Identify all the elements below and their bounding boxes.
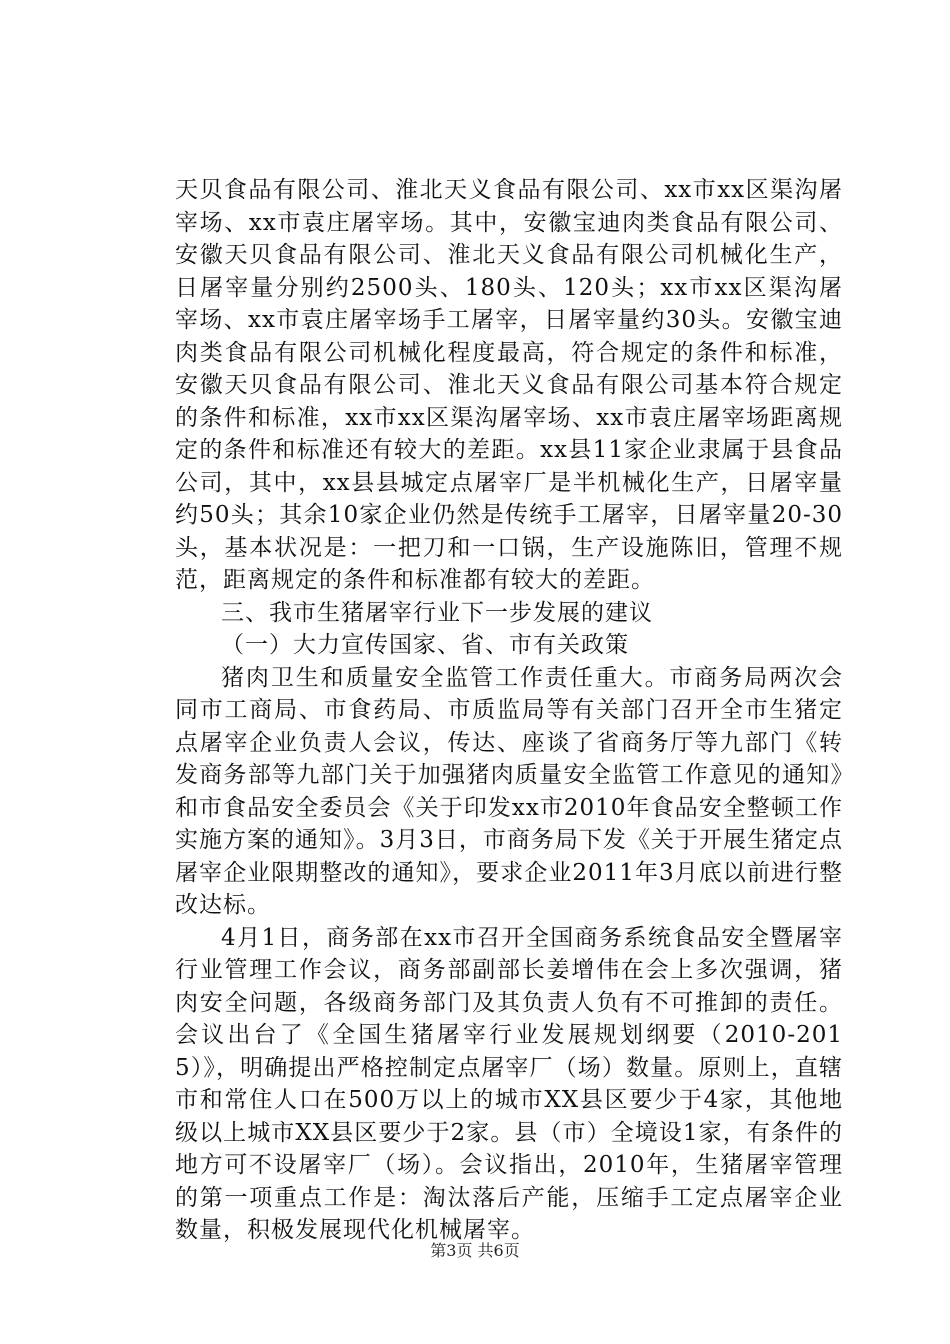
paragraph: 4月1日，商务部在xx市召开全国商务系统食品安全暨屠宰行业管理工作会议，商务部副部长姜增伟在会上多次强调，猪肉安全问题，各级商务部门及其负责人负有不可推卸的责任。会议出台了《全国生猪屠宰行业发展规划纲要（2010-2015）》，明确提出严格控制定点屠宰厂（场）数量。原则上，直辖市和常住人口在500万以上的城市XX县区要少于4家，其他地级以上城市XX县区要少于2家。县（市）全境设1家，有条件的地方可不设屠宰厂（场）。会议指出，2010年，生猪屠宰管理的第一项重点工作是：淘汰落后产能，压缩手工定点屠宰企业数量，积极发展现代化机械屠宰。 — [175, 924, 843, 1243]
page-footer: 第3页 共6页 — [430, 1241, 520, 1260]
section-heading: 三、我市生猪屠宰行业下一步发展的建议 — [221, 599, 653, 626]
document-body — [175, 174, 843, 1247]
paragraph: 猪肉卫生和质量安全监管工作责任重大。市商务局两次会同市工商局、市食药局、市质监局等有关部门召开全市生猪定点屠宰企业负责人会议，传达、座谈了省商务厅等九部门《转发商务部等九部门关于加强猪肉质量安全监管工作意见的通知》和市食品安全委员会《关于印发xx市2010年食品安全整顿工作实施方案的通知》。3月3日，市商务局下发《关于开展生猪定点屠宰企业限期整改的通知》，要求企业2011年3月底以前进行整改达标。 — [175, 664, 843, 918]
subsection-heading: （一）大力宣传国家、省、市有关政策 — [221, 632, 629, 658]
paragraph-continuation: 天贝食品有限公司、淮北天义食品有限公司、xx市xx区渠沟屠宰场、xx市袁庄屠宰场。其中，安徽宝迪肉类食品有限公司、安徽天贝食品有限公司、淮北天义食品有限公司机械化生产，日屠宰量分别约2500头、180头、120头；xx市xx区渠沟屠宰场、xx市袁庄屠宰场手工屠宰，日屠宰量约30头。安徽宝迪肉类食品有限公司机械化程度最高，符合规定的条件和标准，安徽天贝食品有限公司、淮北天义食品有限公司基本符合规定的条件和标准，xx市xx区渠沟屠宰场、xx市袁庄屠宰场距离规定的条件和标准还有较大的差距。xx县11家企业隶属于县食品公司，其中，xx县县城定点屠宰厂是半机械化生产，日屠宰量约50头；其余10家企业仍然是传统手工屠宰，日屠宰量20-30头，基本状况是：一把刀和一口锅，生产设施陈旧，管理不规范，距离规定的条件和标准都有较大的差距。 — [175, 177, 843, 593]
